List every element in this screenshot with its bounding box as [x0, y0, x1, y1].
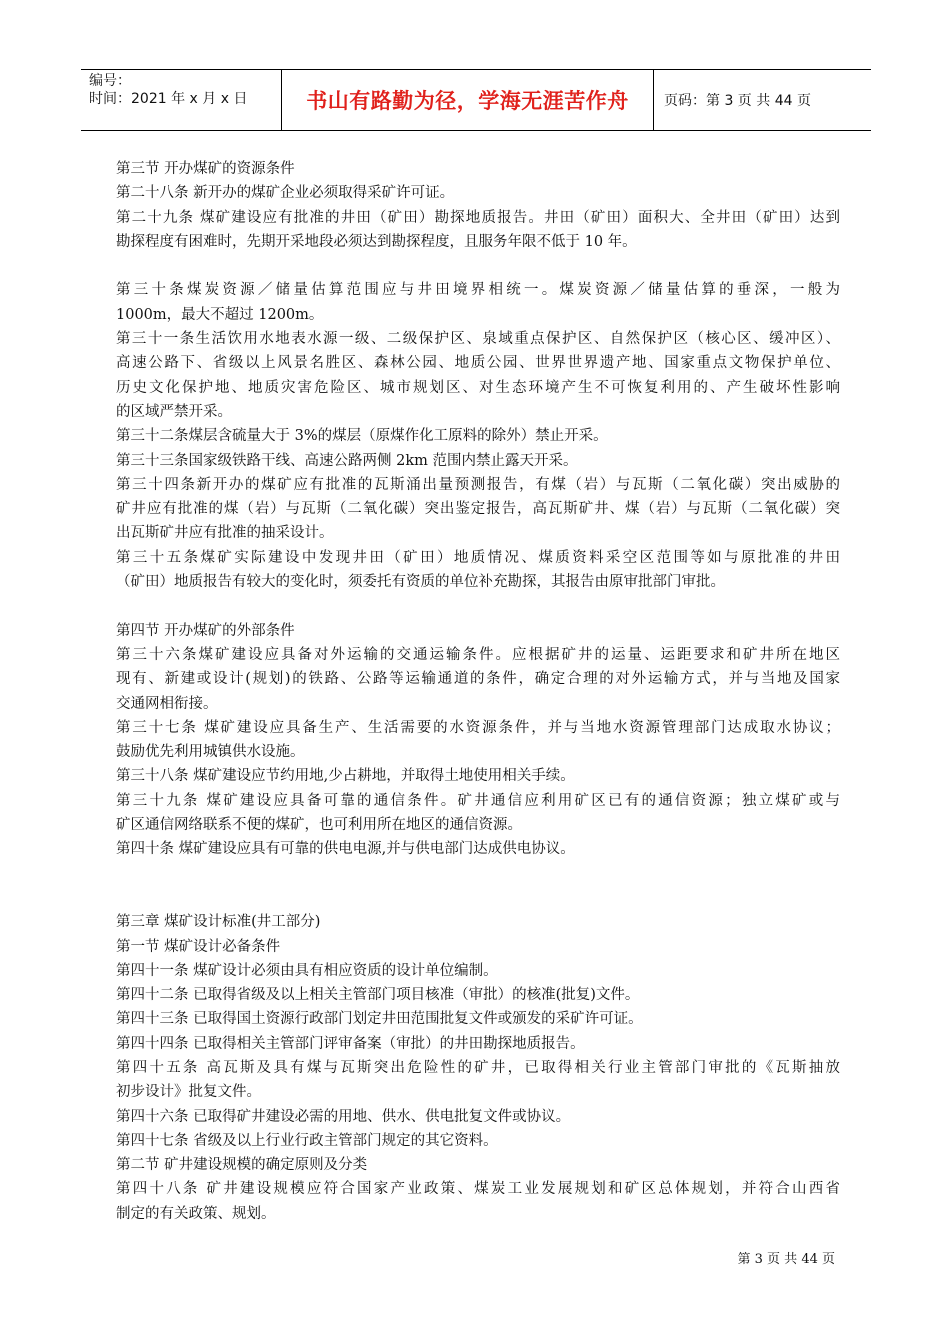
text-line: 第四十二条 已取得省级及以上相关主管部门项目核准（审批）的核准(批复)文件。	[116, 987, 640, 1004]
document-body	[116, 157, 840, 1226]
paragraph-gap	[116, 254, 840, 278]
text-line: 第二十九条 煤矿建设应有批准的井田（矿田）勘探地质报告。井田（矿田）面积大、全井田（矿田）达到	[116, 209, 840, 226]
text-line: 第三十六条煤矿建设应具备对外运输的交通运输条件。应根据矿井的运量、运距要求和矿井所在地区	[116, 646, 840, 663]
header-motto-cell	[281, 70, 654, 130]
text-line: 高速公路下、省级以上风景名胜区、森林公园、地质公园、世界世界遗产地、国家重点文物保护单位、	[116, 355, 840, 372]
text-line: 1000m，最大不超过 1200m。	[116, 306, 324, 323]
text-line: 现有、新建或设计(规划)的铁路、公路等运输通道的条件，确定合理的对外运输方式，并与当地及国家	[116, 671, 840, 688]
text-line: 第三十一条生活饮用水地表水源一级、二级保护区、泉域重点保护区、自然保护区（核心区、缓冲区）、	[116, 331, 840, 348]
text-line: 第四十条 煤矿建设应具有可靠的供电电源,并与供电部门达成供电协议。	[116, 841, 575, 858]
text-line: 第三十三条国家级铁路干线、高速公路两侧 2km 范围内禁止露天开采。	[116, 452, 578, 469]
text-line: 第四节 开办煤矿的外部条件	[116, 622, 295, 639]
text-line: 第一节 煤矿设计必备条件	[116, 938, 281, 955]
text-line: 第四十五条 高瓦斯及具有煤与瓦斯突出危险性的矿井，已取得相关行业主管部门审批的《瓦斯抽放	[116, 1059, 840, 1076]
page-header	[81, 69, 871, 131]
paragraph-gap	[116, 594, 840, 618]
header-meta	[81, 70, 281, 130]
text-line: 第二节 矿井建设规模的确定原则及分类	[116, 1157, 368, 1174]
text-line: 矿井应有批准的煤（岩）与瓦斯（二氧化碳）突出鉴定报告，高瓦斯矿井、煤（岩）与瓦斯（二氧化碳）突	[116, 501, 840, 518]
text-line: 交通网相衔接。	[116, 695, 218, 712]
text-line: 矿区通信网络联系不便的煤矿，也可利用所在地区的通信资源。	[116, 817, 522, 834]
text-line: 第三十五条煤矿实际建设中发现井田（矿田）地质情况、煤质资料采空区范围等如与原批准的井田	[116, 549, 840, 566]
text-line: 出瓦斯矿井应有批准的抽采设计。	[116, 525, 334, 542]
text-line: 第三十七条 煤矿建设应具备生产、生活需要的水资源条件，并与当地水资源管理部门达成取水协议；	[116, 719, 840, 736]
text-line: 第四十六条 已取得矿井建设必需的用地、供水、供电批复文件或协议。	[116, 1108, 571, 1125]
text-line: 第三节 开办煤矿的资源条件	[116, 161, 295, 177]
text-line: 初步设计》批复文件。	[116, 1084, 261, 1101]
text-line: 第四十四条 已取得相关主管部门评审备案（审批）的井田勘探地质报告。	[116, 1035, 585, 1052]
text-line: 制定的有关政策、规划。	[116, 1205, 276, 1222]
text-line: 第四十一条 煤矿设计必须由具有相应资质的设计单位编制。	[116, 962, 498, 979]
text-line: 历史文化保护地、地质灾害危险区、城市规划区、对生态环境产生不可恢复利用的、产生破坏性影响	[116, 379, 840, 396]
footer-page-number: 第 3 页 共 44 页	[737, 1252, 835, 1267]
text-line: 第三十八条 煤矿建设应节约用地,少占耕地，并取得土地使用相关手续。	[116, 768, 575, 785]
text-line: 第三十九条 煤矿建设应具备可靠的通信条件。矿井通信应利用矿区已有的通信资源；独立煤矿或与	[116, 792, 840, 809]
document-number-label: 编号：	[89, 73, 131, 89]
paragraph-gap	[116, 862, 840, 886]
text-line: 第三十四条新开办的煤矿应有批准的瓦斯涌出量预测报告，有煤（岩）与瓦斯（二氧化碳）突出威胁的	[116, 476, 840, 493]
header-page-cell	[654, 70, 871, 130]
page-footer	[738, 1248, 835, 1267]
text-line: 第二十八条 新开办的煤矿企业必须取得采矿许可证。	[116, 185, 455, 202]
text-line: 第四十七条 省级及以上行业行政主管部门规定的其它资料。	[116, 1132, 498, 1149]
paragraph-gap	[116, 886, 840, 910]
header-page-info: 页码：第 3 页 共 44 页	[664, 93, 811, 109]
text-line: 第四十八条 矿井建设规模应符合国家产业政策、煤炭工业发展规划和矿区总体规划，并符合山西省	[116, 1181, 840, 1198]
text-line: 第三十条煤炭资源／储量估算范围应与井田境界相统一。煤炭资源／储量估算的垂深，一般为	[116, 282, 840, 299]
header-motto: 书山有路勤为径，学海无涯苦作舟	[306, 89, 629, 113]
text-line: 第三十二条煤层含硫量大于 3%的煤层（原煤作化工原料的除外）禁止开采。	[116, 428, 608, 445]
text-line: （矿田）地质报告有较大的变化时，须委托有资质的单位补充勘探，其报告由原审批部门审批。	[116, 574, 725, 591]
text-line: 的区域严禁开采。	[116, 403, 232, 420]
text-line: 鼓励优先利用城镇供水设施。	[116, 744, 305, 761]
document-date: 时间：2021 年 x 月 x 日	[89, 91, 248, 107]
text-line: 第四十三条 已取得国土资源行政部门划定井田范围批复文件或颁发的采矿许可证。	[116, 1011, 643, 1028]
text-line: 勘探程度有困难时，先期开采地段必须达到勘探程度，且服务年限不低于 10 年。	[116, 233, 637, 250]
text-line: 第三章 煤矿设计标准(井工部分)	[116, 914, 321, 931]
